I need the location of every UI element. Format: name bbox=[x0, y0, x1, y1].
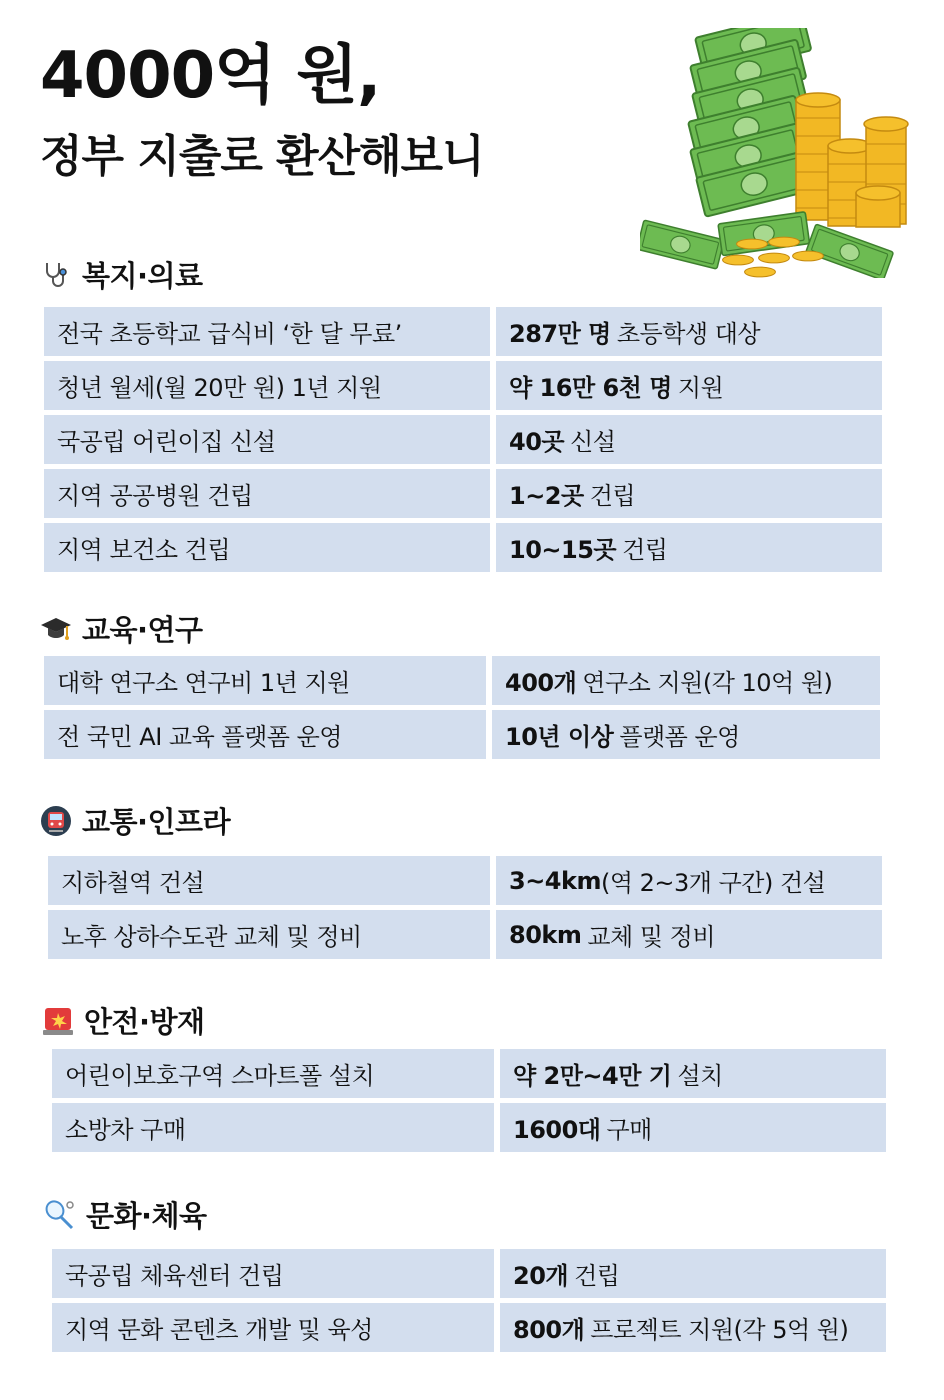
item-cell: 어린이보호구역 스마트폴 설치 bbox=[52, 1049, 494, 1098]
value-cell bbox=[492, 656, 880, 705]
table-education bbox=[44, 656, 880, 764]
value-rest: 설치 bbox=[677, 1062, 723, 1090]
section-title: 복지·의료 bbox=[82, 259, 203, 293]
value-cell bbox=[496, 415, 882, 464]
siren-light-icon bbox=[42, 1005, 74, 1037]
table-safety bbox=[52, 1049, 886, 1157]
table-row bbox=[44, 710, 880, 759]
section-heading-education bbox=[40, 608, 203, 649]
table-culture bbox=[52, 1249, 886, 1357]
value-cell bbox=[492, 710, 880, 759]
value-cell bbox=[496, 910, 882, 959]
table-row bbox=[44, 415, 882, 464]
item-cell: 전국 초등학교 급식비 ‘한 달 무료’ bbox=[44, 307, 490, 356]
table-row bbox=[44, 656, 880, 705]
value-rest: 건립 bbox=[622, 536, 668, 564]
table-row bbox=[48, 856, 882, 905]
section-heading-culture bbox=[44, 1194, 207, 1235]
value-bold: 10~15곳 bbox=[509, 536, 617, 564]
badminton-icon bbox=[44, 1199, 76, 1231]
item-cell: 국공립 체육센터 건립 bbox=[52, 1249, 494, 1298]
page-title-line2: 정부 지출로 환산해보니 bbox=[40, 131, 484, 182]
value-rest: 건립 bbox=[589, 482, 636, 510]
value-rest: 건립 bbox=[574, 1262, 620, 1290]
value-bold: 약 2만~4만 기 bbox=[513, 1062, 672, 1090]
table-row bbox=[44, 523, 882, 572]
section-title: 문화·체육 bbox=[86, 1199, 207, 1233]
stethoscope-icon bbox=[40, 259, 72, 291]
item-cell: 지역 보건소 건립 bbox=[44, 523, 490, 572]
table-row bbox=[52, 1249, 886, 1298]
value-bold: 80km bbox=[509, 920, 582, 949]
value-bold: 약 16만 6천 명 bbox=[509, 374, 672, 402]
item-cell: 지역 공공병원 건립 bbox=[44, 469, 490, 518]
value-rest: 지원 bbox=[677, 374, 724, 402]
value-bold: 400개 bbox=[505, 669, 577, 697]
value-bold: 20개 bbox=[513, 1262, 569, 1290]
item-cell: 청년 월세(월 20만 원) 1년 지원 bbox=[44, 361, 490, 410]
value-bold: 1~2곳 bbox=[509, 482, 584, 510]
value-cell bbox=[496, 361, 882, 410]
table-row bbox=[44, 307, 882, 356]
value-cell bbox=[500, 1049, 886, 1098]
table-row bbox=[52, 1303, 886, 1352]
table-transport bbox=[48, 856, 882, 964]
table-row bbox=[44, 469, 882, 518]
page-title-line1: 4000억 원, bbox=[40, 39, 381, 113]
metro-train-icon bbox=[40, 805, 72, 837]
table-welfare bbox=[44, 307, 882, 577]
section-title: 교육·연구 bbox=[82, 613, 203, 647]
value-bold: 1600대 bbox=[513, 1116, 601, 1144]
item-cell: 전 국민 AI 교육 플랫폼 운영 bbox=[44, 710, 486, 759]
item-cell: 소방차 구매 bbox=[52, 1103, 494, 1152]
section-heading-welfare bbox=[40, 254, 203, 295]
table-row bbox=[52, 1049, 886, 1098]
value-rest: 연구소 지원(각 10억 원) bbox=[582, 669, 833, 697]
graduation-cap-icon bbox=[40, 613, 72, 645]
value-cell bbox=[496, 523, 882, 572]
item-cell: 지역 문화 콘텐츠 개발 및 육성 bbox=[52, 1303, 494, 1352]
value-bold: 800개 bbox=[513, 1316, 585, 1344]
section-title: 안전·방재 bbox=[84, 1005, 205, 1039]
item-cell: 대학 연구소 연구비 1년 지원 bbox=[44, 656, 486, 705]
section-heading-safety bbox=[42, 1000, 205, 1041]
item-cell: 국공립 어린이집 신설 bbox=[44, 415, 490, 464]
value-cell bbox=[496, 307, 882, 356]
table-row bbox=[48, 910, 882, 959]
value-rest: 구매 bbox=[606, 1116, 652, 1144]
value-cell bbox=[500, 1303, 886, 1352]
section-title: 교통·인프라 bbox=[82, 805, 231, 839]
value-cell bbox=[496, 469, 882, 518]
value-rest: (역 2~3개 구간) 건설 bbox=[600, 869, 826, 897]
table-row bbox=[52, 1103, 886, 1152]
value-bold: 10년 이상 bbox=[505, 723, 614, 751]
item-cell: 지하철역 건설 bbox=[48, 856, 490, 905]
value-bold: 287만 명 bbox=[509, 320, 611, 348]
value-rest: 플랫폼 운영 bbox=[619, 723, 740, 751]
value-bold: 3~4km bbox=[509, 866, 601, 895]
value-bold: 40곳 bbox=[509, 428, 565, 456]
value-rest: 교체 및 정비 bbox=[587, 923, 716, 951]
money-stack-illustration bbox=[640, 28, 930, 278]
section-heading-transport bbox=[40, 800, 230, 841]
value-cell bbox=[496, 856, 882, 905]
value-rest: 초등학생 대상 bbox=[616, 320, 761, 348]
table-row bbox=[44, 361, 882, 410]
value-cell bbox=[500, 1103, 886, 1152]
item-cell: 노후 상하수도관 교체 및 정비 bbox=[48, 910, 490, 959]
value-rest: 신설 bbox=[570, 428, 616, 456]
value-cell bbox=[500, 1249, 886, 1298]
value-rest: 프로젝트 지원(각 5억 원) bbox=[590, 1316, 849, 1344]
